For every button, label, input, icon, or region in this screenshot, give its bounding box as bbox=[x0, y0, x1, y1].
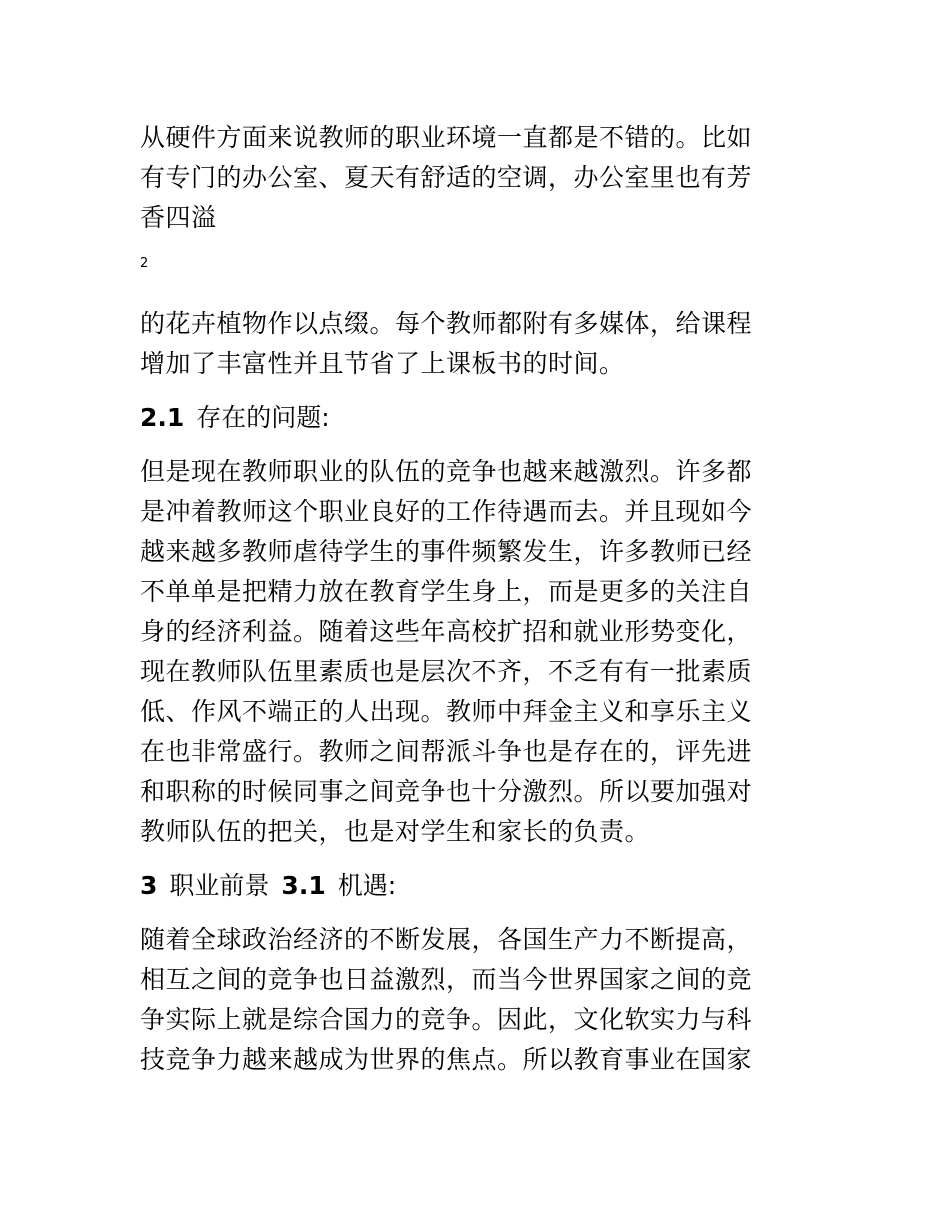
text-line: 越来越多教师虐待学生的事件频繁发生，许多教师已经 bbox=[140, 537, 753, 566]
text-line: 香四溢 bbox=[140, 203, 217, 232]
subsection-title: 机遇: bbox=[337, 871, 397, 900]
text-line: 不单单是把精力放在教育学生身上，而是更多的关注自 bbox=[140, 577, 753, 606]
text-line: 身的经济利益。随着这些年高校扩招和就业形势变化， bbox=[140, 617, 753, 646]
section-number: 2.1 bbox=[140, 403, 185, 432]
section-number: 3 bbox=[140, 871, 158, 900]
text-line: 是冲着教师这个职业良好的工作待遇而去。并且现如今 bbox=[140, 497, 753, 526]
text-line: 现在教师队伍里素质也是层次不齐，不乏有有一批素质 bbox=[140, 657, 753, 686]
paragraph-multimedia bbox=[140, 304, 795, 384]
text-line: 低、作风不端正的人出现。教师中拜金主义和享乐主义 bbox=[140, 697, 753, 726]
paragraph-opportunities bbox=[140, 920, 795, 1080]
text-line: 有专门的办公室、夏天有舒适的空调，办公室里也有芳 bbox=[140, 163, 753, 192]
subsection-number: 3.1 bbox=[281, 871, 326, 900]
text-line: 随着全球政治经济的不断发展，各国生产力不断提高， bbox=[140, 925, 753, 954]
text-line: 争实际上就是综合国力的竞争。因此，文化软实力与科 bbox=[140, 1005, 753, 1034]
text-line: 技竞争力越来越成为世界的焦点。所以教育事业在国家 bbox=[140, 1045, 753, 1074]
section-title: 职业前景 bbox=[169, 871, 270, 900]
text-line: 增加了丰富性并且节省了上课板书的时间。 bbox=[140, 349, 625, 378]
text-line: 在也非常盛行。教师之间帮派斗争也是存在的，评先进 bbox=[140, 737, 753, 766]
document-page bbox=[140, 118, 795, 1080]
text-line: 从硬件方面来说教师的职业环境一直都是不错的。比如 bbox=[140, 123, 753, 152]
paragraph-problems bbox=[140, 452, 795, 852]
section-title: 存在的问题: bbox=[196, 403, 330, 432]
section-heading-prospects bbox=[140, 866, 795, 906]
text-line: 教师队伍的把关，也是对学生和家长的负责。 bbox=[140, 817, 651, 846]
text-line: 和职称的时候同事之间竞争也十分激烈。所以要加强对 bbox=[140, 777, 753, 806]
page-number: 2 bbox=[140, 256, 149, 271]
text-line: 的花卉植物作以点缀。每个教师都附有多媒体，给课程 bbox=[140, 309, 753, 338]
section-heading-problems bbox=[140, 398, 795, 438]
paragraph-hardware-environment bbox=[140, 118, 795, 238]
text-line: 但是现在教师职业的队伍的竞争也越来越激烈。许多都 bbox=[140, 457, 753, 486]
text-line: 相互之间的竞争也日益激烈，而当今世界国家之间的竞 bbox=[140, 965, 753, 994]
